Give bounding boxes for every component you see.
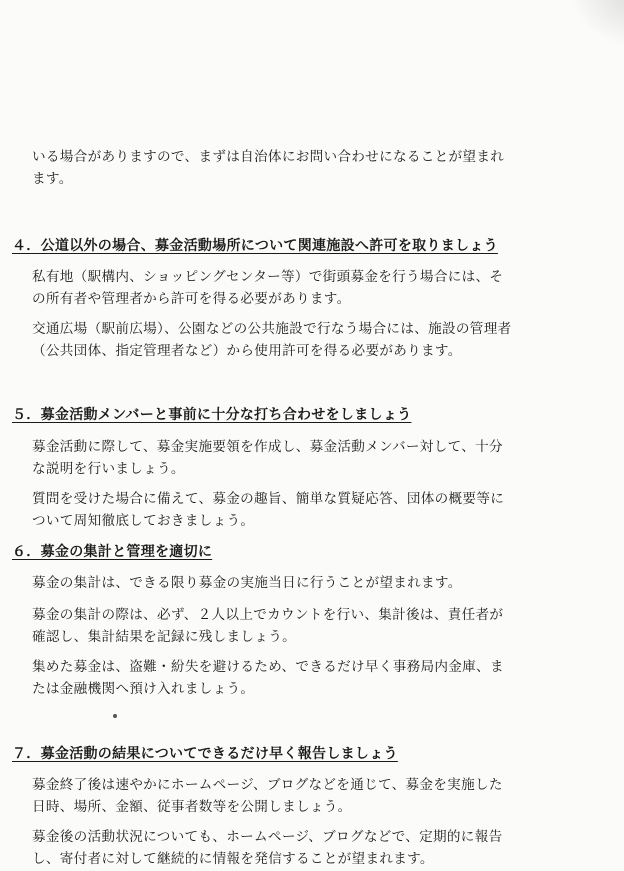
- section-6-paragraph-1: [32, 572, 462, 594]
- section-7-paragraph-2: [32, 826, 502, 870]
- text-line: の所有者や管理者から許可を得る必要があります。: [32, 291, 351, 307]
- section-5-paragraph-1: [32, 436, 503, 480]
- text-line: 募金後の活動状況についても、ホームページ、ブログなどで、定期的に報告: [32, 829, 503, 845]
- text-line: いる場合がありますので、まずは自治体にお問い合わせになることが望まれ: [32, 149, 505, 165]
- text-line: 私有地（駅構内、ショッピングセンター等）で街頭募金を行う場合には、そ: [32, 269, 504, 285]
- section-heading-6: ６．募金の集計と管理を適切に: [12, 544, 213, 560]
- section-6-paragraph-3: [32, 656, 504, 700]
- text-line: 募金の集計は、できる限り募金の実施当日に行うことが望まれます。: [32, 575, 462, 591]
- text-line: 日時、場所、金額、従事者数等を公開しましょう。: [32, 799, 352, 815]
- section-7-paragraph-1: [32, 774, 503, 818]
- section-heading-4: ４．公道以外の場合、募金活動場所について関連施設へ許可を取りましょう: [12, 238, 498, 254]
- text-line: し、寄付者に対して継続的に情報を発信することが望まれます。: [32, 851, 434, 867]
- intro-paragraph: [32, 146, 504, 190]
- section-6-paragraph-2: [32, 604, 503, 648]
- section-heading-7: ７．募金活動の結果についてできるだけ早く報告しましょう: [12, 746, 398, 762]
- text-line: 募金活動に際して、募金実施要領を作成し、募金活動メンバー対して、十分: [32, 439, 503, 455]
- scan-corner-shadow: [555, 0, 624, 53]
- text-line: たは金融機関へ預け入れましょう。: [32, 681, 255, 697]
- text-line: （公共団体、指定管理者など）から使用許可を得る必要があります。: [32, 343, 462, 359]
- text-line: 交通広場（駅前広場）、公園などの公共施設で行なう場合には、施設の管理者: [32, 321, 512, 337]
- scan-speck: [113, 714, 117, 718]
- section-4-paragraph-1: [32, 266, 503, 310]
- section-4-paragraph-2: [32, 318, 511, 362]
- text-line: 募金終了後は速やかにホームページ、ブログなどを通じて、募金を実施した: [32, 777, 503, 793]
- text-line: 確認し、集計結果を記録に残しましょう。: [32, 629, 296, 645]
- text-line: 質問を受けた場合に備えて、募金の趣旨、簡単な質疑応答、団体の概要等に: [32, 491, 505, 507]
- text-line: な説明を行いましょう。: [32, 461, 185, 477]
- section-5-paragraph-2: [32, 488, 504, 532]
- section-heading-5: ５．募金活動メンバーと事前に十分な打ち合わせをしましょう: [12, 407, 412, 423]
- text-line: ついて周知徹底しておきましょう。: [32, 513, 255, 529]
- text-line: ます。: [32, 171, 73, 187]
- text-line: 募金の集計の際は、必ず、２人以上でカウントを行い、集計後は、責任者が: [32, 607, 504, 623]
- text-line: 集めた募金は、盗難・紛失を避けるため、できるだけ早く事務局内金庫、ま: [32, 659, 504, 675]
